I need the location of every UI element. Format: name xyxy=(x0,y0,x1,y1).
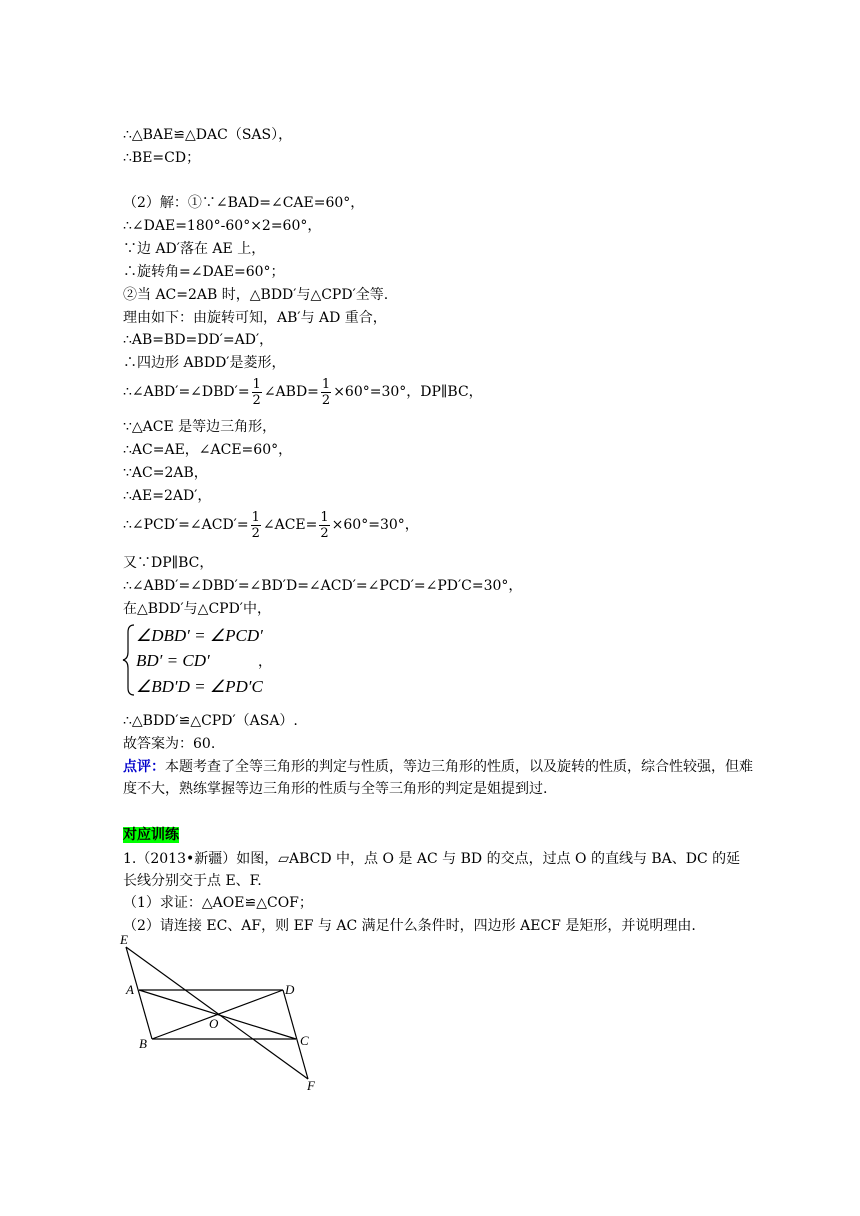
label-A: A xyxy=(126,982,134,997)
comment-block xyxy=(123,756,753,800)
question-1-part-1: （1）求证：△AOE≌△COF； xyxy=(123,895,313,911)
line-14: ∵AC=2AB， xyxy=(123,465,208,481)
fraction-half xyxy=(321,377,331,408)
question-1-part-2: （2）请连接 EC、AF，则 EF 与 AC 满足什么条件时，四边形 AECF 是矩形，并说明理由. xyxy=(123,918,696,934)
comment-text: 本题考查了全等三角形的判定与性质，等边三角形的性质，以及旋转的性质，综合性较强，但难度不大，熟练掌握等边三角形的性质与全等三角形的判定是姐提到过. xyxy=(123,759,753,797)
line-20: ∴△BDD′≌△CPD′（ASA）. xyxy=(123,713,298,729)
line-1: ∴△BAE≌△DAC（SAS）， xyxy=(123,127,293,143)
line-13: ∴AC=AE，∠ACE=60°， xyxy=(123,442,293,458)
line-19: 在△BDD′与△CPD′中， xyxy=(123,601,271,617)
line-16-c: ×60°=30°， xyxy=(331,517,419,533)
line-11 xyxy=(123,372,483,412)
fraction-half xyxy=(251,510,261,541)
line-6: ∴旋转角=∠DAE=60°； xyxy=(123,264,285,280)
fraction-denominator: 2 xyxy=(251,525,260,541)
line-3: （2）解：①∵∠BAD=∠CAE=60°， xyxy=(123,195,365,211)
line-10: ∴四边形 ABDD′是菱形， xyxy=(123,355,286,371)
line-5: ∵边 AD′落在 AE 上， xyxy=(123,241,266,257)
section-tag xyxy=(123,825,179,845)
line-11-a: ∴∠ABD′=∠DBD′= xyxy=(123,384,250,400)
system-comma: ， xyxy=(258,654,272,670)
fraction-half xyxy=(319,510,329,541)
fraction-denominator: 2 xyxy=(320,525,329,541)
fraction-numerator: 1 xyxy=(320,509,329,525)
line-18: ∴∠ABD′=∠DBD′=∠BD′D=∠ACD′=∠PCD′=∠PD′C=30°， xyxy=(123,578,523,594)
line-11-c: ×60°=30°，DP∥BC， xyxy=(333,384,483,400)
line-16-a: ∴∠PCD′=∠ACD′= xyxy=(123,517,249,533)
line-15: ∴AE=2AD′， xyxy=(123,488,212,504)
system-brace xyxy=(122,624,136,696)
comment-label: 点评： xyxy=(123,759,165,775)
fraction-numerator: 1 xyxy=(252,376,261,392)
fraction-half xyxy=(252,377,262,408)
line-8: 理由如下：由旋转可知，AB′与 AD 重合， xyxy=(123,310,387,326)
fraction-numerator: 1 xyxy=(251,509,260,525)
line-4: ∴∠DAE=180°-60°×2=60°， xyxy=(123,218,322,234)
line-11-b: ∠ABD= xyxy=(263,384,319,400)
label-D: D xyxy=(285,982,295,997)
fraction-denominator: 2 xyxy=(321,392,331,408)
segment-BD xyxy=(152,990,283,1039)
system-equation-1: ∠DBD′ = ∠PCD′ xyxy=(136,626,263,645)
parallelogram-figure xyxy=(115,932,330,1092)
line-16-b: ∠ACE= xyxy=(262,517,318,533)
label-C: C xyxy=(300,1033,309,1048)
line-12: ∵△ACE 是等边三角形， xyxy=(123,419,277,435)
line-21: 故答案为：60. xyxy=(123,736,216,752)
label-F: F xyxy=(307,1078,315,1092)
system-equation-3: ∠BD′D = ∠PD′C xyxy=(136,677,263,696)
question-1: 1.（2013•新疆）如图，▱ABCD 中，点 O 是 AC 与 BD 的交点，过点 O 的直线与 BA、DC 的延长线分别交于点 E、F. xyxy=(123,851,741,889)
section-tag-label: 对应训练 xyxy=(123,827,179,843)
system-equation-2: BD′ = CD′ xyxy=(136,651,210,670)
line-17: 又∵DP∥BC， xyxy=(123,555,214,571)
line-2: ∴BE=CD； xyxy=(123,150,201,166)
line-16 xyxy=(123,505,419,545)
line-7: ②当 AC=2AB 时，△BDD′与△CPD′全等. xyxy=(123,287,389,303)
line-9: ∴AB=BD=DD′=AD′， xyxy=(123,332,274,348)
label-E: E xyxy=(120,932,128,947)
fraction-numerator: 1 xyxy=(321,376,331,392)
label-O: O xyxy=(209,1016,219,1031)
fraction-denominator: 2 xyxy=(252,392,261,408)
segment-EF xyxy=(126,947,308,1079)
label-B: B xyxy=(139,1036,147,1051)
